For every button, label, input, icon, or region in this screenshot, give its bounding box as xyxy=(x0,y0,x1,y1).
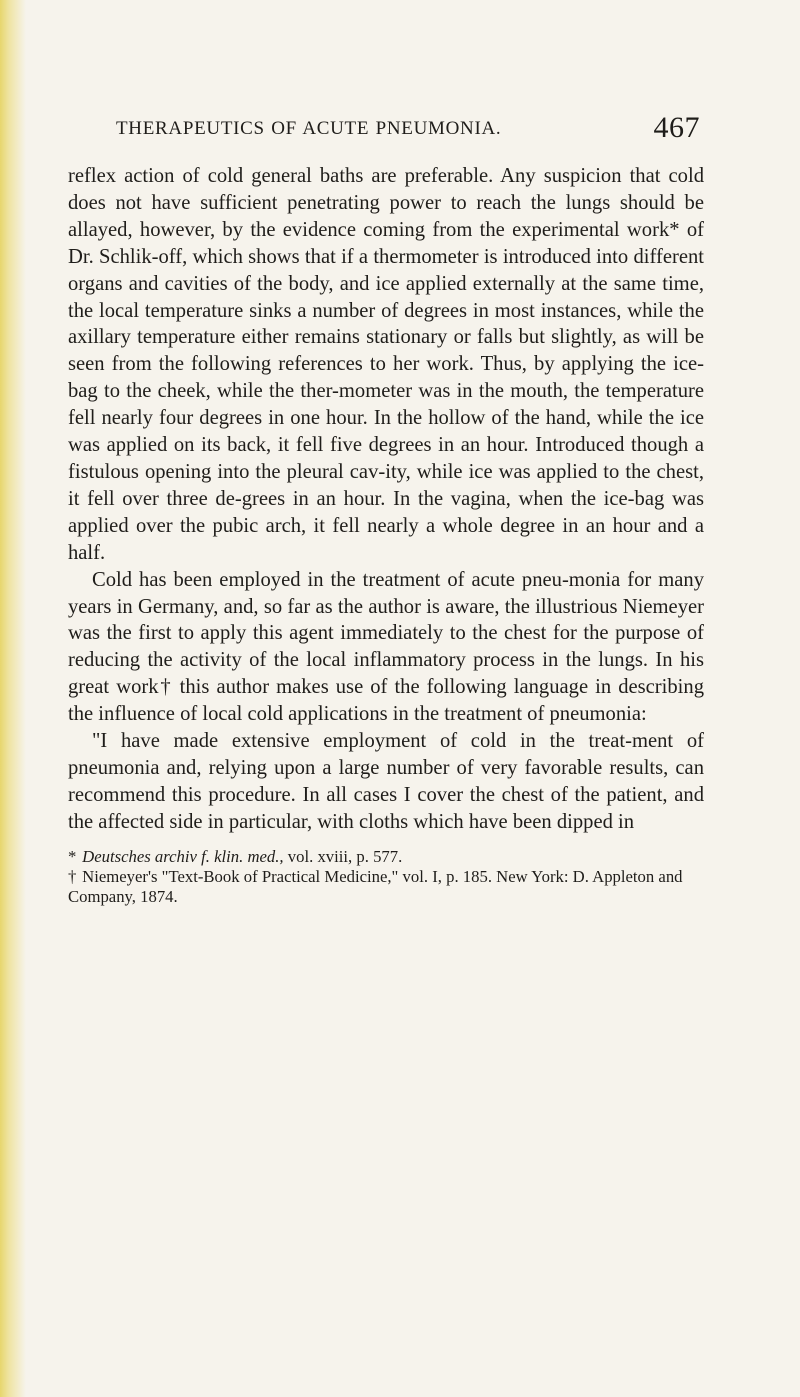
footnote-mark: † xyxy=(68,866,77,886)
book-page xyxy=(68,112,704,1372)
footnotes xyxy=(68,847,704,907)
running-header xyxy=(68,112,704,152)
footnote-source-title: Deutsches archiv f. klin. med., xyxy=(82,846,284,866)
body-paragraph-2: Cold has been employed in the treatment of acute pneu-monia for many years in Germany, and, so far as the author is aware, the illustrious Niemeyer was the first to apply this agent immediately to the chest for the purpose of reducing the activity of the local inflammatory process in the lungs. In his great work† this author makes use of the following language in describing the influence of local cold applications in the treatment of pneumonia: xyxy=(68,568,704,726)
running-title: THERAPEUTICS OF ACUTE PNEUMONIA. xyxy=(116,118,502,139)
body-paragraph-1: reflex action of cold general baths are preferable. Any suspicion that cold does not have sufficient penetrating power to reach the lungs should be allayed, however, by the evidence coming from the experimental work* of Dr. Schlik-off, which shows that if a thermometer is introduced into different organs and cavities of the body, and ice applied externally at the same time, the local temperature sinks a number of degrees in most instances, while the axillary temperature either remains stationary or falls but slightly, as will be seen from the following references to her work. Thus, by applying the ice-bag to the cheek, while the ther-mometer was in the mouth, the temperature fell nearly four degrees in one hour. In the hollow of the hand, while the ice was applied on its back, it fell five degrees in an hour. Introduced though a fistulous opening into the pleural cav-ity, while ice was applied to the chest, it fell over three de-grees in an hour. In the vagina, when the ice-bag was applied over the pubic arch, it fell nearly a whole degree in an hour and a half. xyxy=(68,165,704,564)
page-spine-shadow xyxy=(0,0,26,1397)
footnote-1 xyxy=(68,847,704,867)
footnote-2 xyxy=(68,867,704,907)
footnote-text: Niemeyer's "Text-Book of Practical Medicine," vol. I, p. 185. New York: D. Appleton and Company, 1874. xyxy=(68,866,683,906)
body-text xyxy=(68,163,704,836)
footnote-text: vol. xviii, p. 577. xyxy=(283,846,403,866)
page-number: 467 xyxy=(653,111,700,144)
body-paragraph-3: "I have made extensive employment of cold in the treat-ment of pneumonia and, relying upon a large number of very favorable results, can recommend this procedure. In all cases I cover the chest of the patient, and the affected side in particular, with cloths which have been dipped in xyxy=(68,730,704,833)
footnote-mark: * xyxy=(68,846,77,866)
